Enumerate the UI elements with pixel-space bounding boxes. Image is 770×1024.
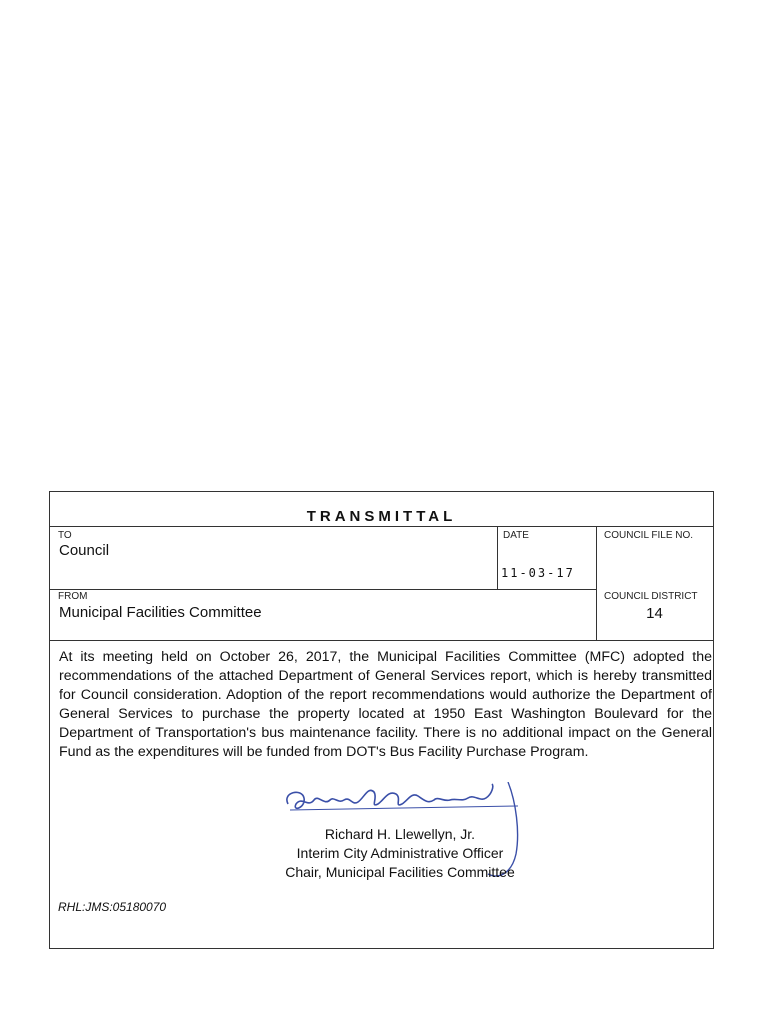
transmittal-body: At its meeting held on October 26, 2017, the Municipal Facilities Committee (MFC) adopted the recommendations of the attached Department of General Services report, which is hereby transmitted for Council consideration. Adoption of the report recommendations would authorize the Department of General Services to purchase the property located at 1950 East Washington Boulevard for the Department of Transportation's bus maintenance facility. There is no additional impact on the General Fund as the expenditures will be funded from DOT's Bus Facility Purchase Program. (59, 649, 712, 760)
transmittal-form (49, 491, 714, 949)
form-title: TRANSMITTAL (306, 508, 457, 525)
date-label: DATE (503, 530, 529, 541)
title-underline (50, 526, 497, 527)
row-divider-2 (50, 640, 713, 641)
signer-title-2: Chair, Municipal Facilities Committee (285, 864, 515, 880)
from-value: Municipal Facilities Committee (59, 604, 262, 621)
council-file-label: COUNCIL FILE NO. (604, 530, 694, 541)
council-district-label: COUNCIL DISTRICT (604, 591, 698, 602)
from-label: FROM (58, 591, 88, 602)
header-top-line (497, 526, 713, 527)
to-label: TO (58, 530, 72, 541)
date-left-border (497, 526, 498, 589)
signer-name: Richard H. Llewellyn, Jr. (324, 826, 476, 842)
council-district-value: 14 (646, 605, 663, 622)
to-value: Council (59, 542, 110, 559)
signer-title: Interim City Administrative Officer (296, 845, 504, 861)
reference-code: RHL:JMS:05180070 (58, 900, 167, 914)
date-value: 11-03-17 (501, 566, 575, 580)
file-left-border (596, 526, 597, 640)
row-divider-1 (50, 589, 596, 590)
